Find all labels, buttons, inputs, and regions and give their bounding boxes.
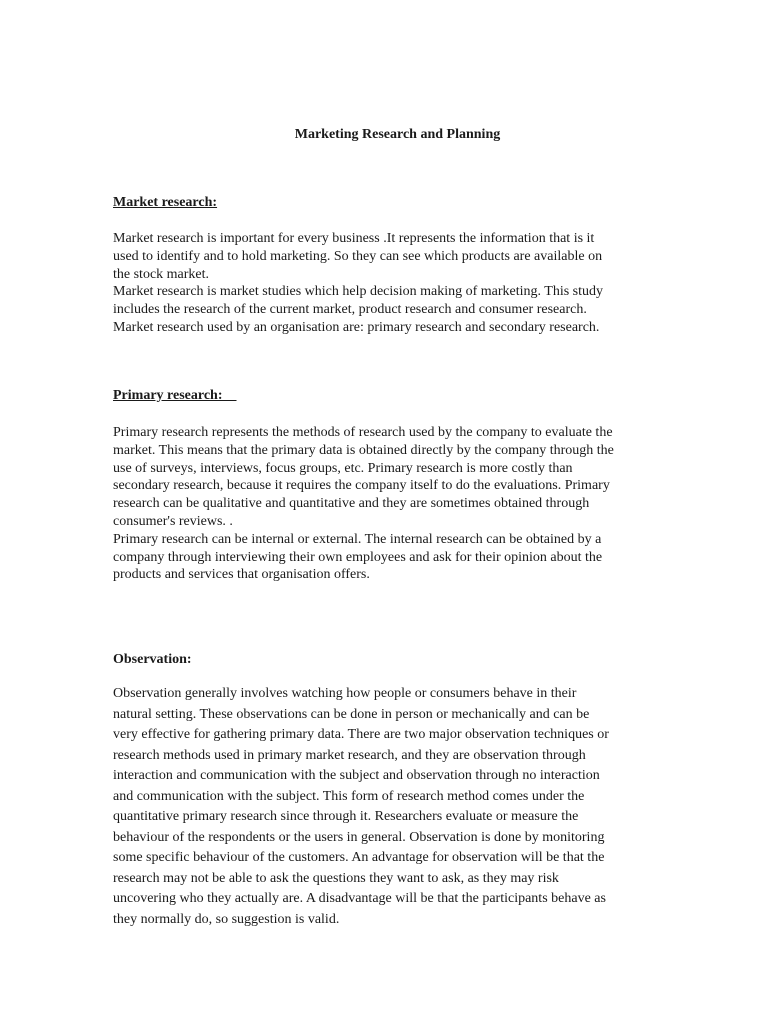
section-body-observation: Observation generally involves watching how people or consumers behave in their natural setting. These observations can be done in person or mechanically and can be very effective for gathering primary data. There are two major observation techniques or research methods used in primary market research, and they are observation through interaction and communication with the subject and observation through no interaction and communication with the subject. This form of research method comes under the quantitative primary research since through it. Researchers evaluate or measure the behaviour of the respondents or the users in general. Observation is done by monitoring some specific behaviour of the customers. An advantage for observation will be that the research may not be able to ask the questions they want to ask, as they may risk uncovering who they actually are. A disadvantage will be that the participants behave as they normally do, so suggestion is valid.: [113, 686, 609, 927]
document-title: Marketing Research and Planning: [294, 127, 501, 142]
section-heading-observation: Observation:: [113, 652, 192, 667]
section-body-market-research: Market research is important for every business .It represents the information that is it used to identify and to hold marketing. So they can see which products are available on the stock market. Market research is market studies which help decision making of marketing. This study includes the research of the current market, product research and consumer research. Market research used by an organisation are: primary research and secondary research.: [113, 231, 604, 335]
section-body-primary-research: Primary research represents the methods of research used by the company to evaluate the market. This means that the primary data is obtained directly by the company through the use of surveys, interviews, focus groups, etc. Primary research is more costly than secondary research, because it requires the company itself to do the evaluations. Primary research can be qualitative and quantitative and they are sometimes obtained through consumer's reviews. . Primary research can be internal or external. The internal research can be obtained by a company through interviewing their own employees and ask for their opinion about the products and services that organisation offers.: [113, 425, 614, 583]
section-heading-market-research: Market research:: [113, 195, 218, 210]
section-heading-primary-research: Primary research:: [113, 388, 237, 403]
